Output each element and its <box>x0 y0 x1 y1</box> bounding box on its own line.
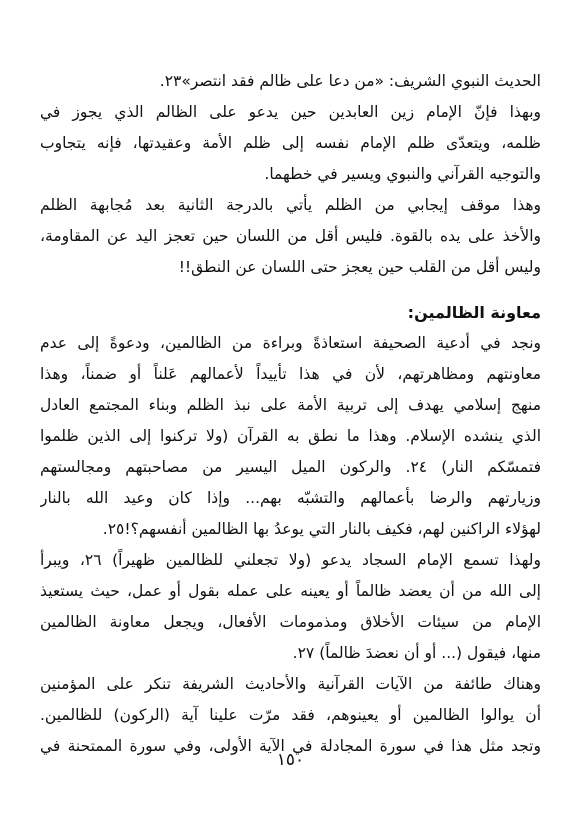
text-line: منهج إسلامي يهدف إلى تربية الأمة على نبذ الظلم وبناء المجتمع العادل <box>40 396 541 414</box>
text-line: لهؤلاء الراكنين لهم، فكيف بالنار التي يوعدُ بها الظالمين أنفسهم؟!٢٥. <box>102 520 541 538</box>
text-line: منها، فيقول (... أو أن نعضدَ ظالماً) ٢٧. <box>292 644 541 662</box>
text-line: وليس أقل من القلب حين يعجز حتى اللسان عن النطق!! <box>178 258 541 276</box>
text-line: وهناك طائفة من الآيات القرآنية والأحاديث الشريفة تنكر على المؤمنين <box>40 675 541 693</box>
text-line: والتوجيه القرآني والنبوي ويسير في خطهما. <box>264 165 541 183</box>
text-line: فتمسّكم النار) ٢٤. والركون الميل اليسير من مصاحبتهم ومجالستهم <box>40 458 541 476</box>
text-line: ظلمه، ويتعدّى ظلم الإمام نفسه إلى ظلم الأمة وعقيدتها، فإنه يتجاوب <box>40 134 541 152</box>
text-line: وتجد مثل هذا في سورة المجادلة في الآية الأولى، وفي سورة الممتحنة في <box>40 737 541 755</box>
text-line: الإمام من سيئات الأخلاق ومذمومات الأفعال، ويجعل معاونة الظالمين <box>40 613 541 631</box>
text-line: الذي ينشده الإسلام. وهذا ما نطق به القرآن (ولا تركنوا إلى الذين ظلموا <box>40 427 541 445</box>
text-line: الحديث النبوي الشريف: «من دعا على ظالم فقد انتصر»٢٣. <box>159 72 541 90</box>
page-number: ١٥٠ <box>276 750 305 770</box>
text-line: ولهذا تسمع الإمام السجاد يدعو (ولا تجعلني للظالمين ظهيراً) ٢٦، ويبرأ <box>40 551 541 569</box>
text-line: أن يوالوا الظالمين أو يعينوهم، فقد مرّت علينا آية (الركون) للظالمين. <box>40 706 541 724</box>
text-line: معاونتهم ومظاهرتهم، لأن في هذا تأييداً لأعمالهم عَلناً أو ضمناً، وهذا <box>40 365 541 383</box>
text-line: إلى الله من أن يعضد ظالماً أو يعينه على عمله بقول أو عمل، حيث يستعيذ <box>40 582 541 600</box>
text-line: وبهذا فإنّ الإمام زين العابدين حين يدعو على الظالم الذي يجوز في <box>40 103 541 121</box>
text-line: وهذا موقف إيجابي من الظلم يأتي بالدرجة الثانية بعد مُجابهة الظلم <box>40 196 541 214</box>
section-heading: معاونة الظالمين: <box>407 303 541 322</box>
text-line: والأخذ على يده بالقوة. فليس أقل من اللسان حين تعجز اليد عن المقاومة، <box>40 227 541 245</box>
text-line: ونجد في أدعية الصحيفة استعاذةً وبراءة من الظالمين، ودعوةً إلى عدم <box>40 334 541 352</box>
text-line: وزيارتهم والرضا بأعمالهم والتشبّه بهم... وإذا كان وعيد الله بالنار <box>40 489 541 507</box>
